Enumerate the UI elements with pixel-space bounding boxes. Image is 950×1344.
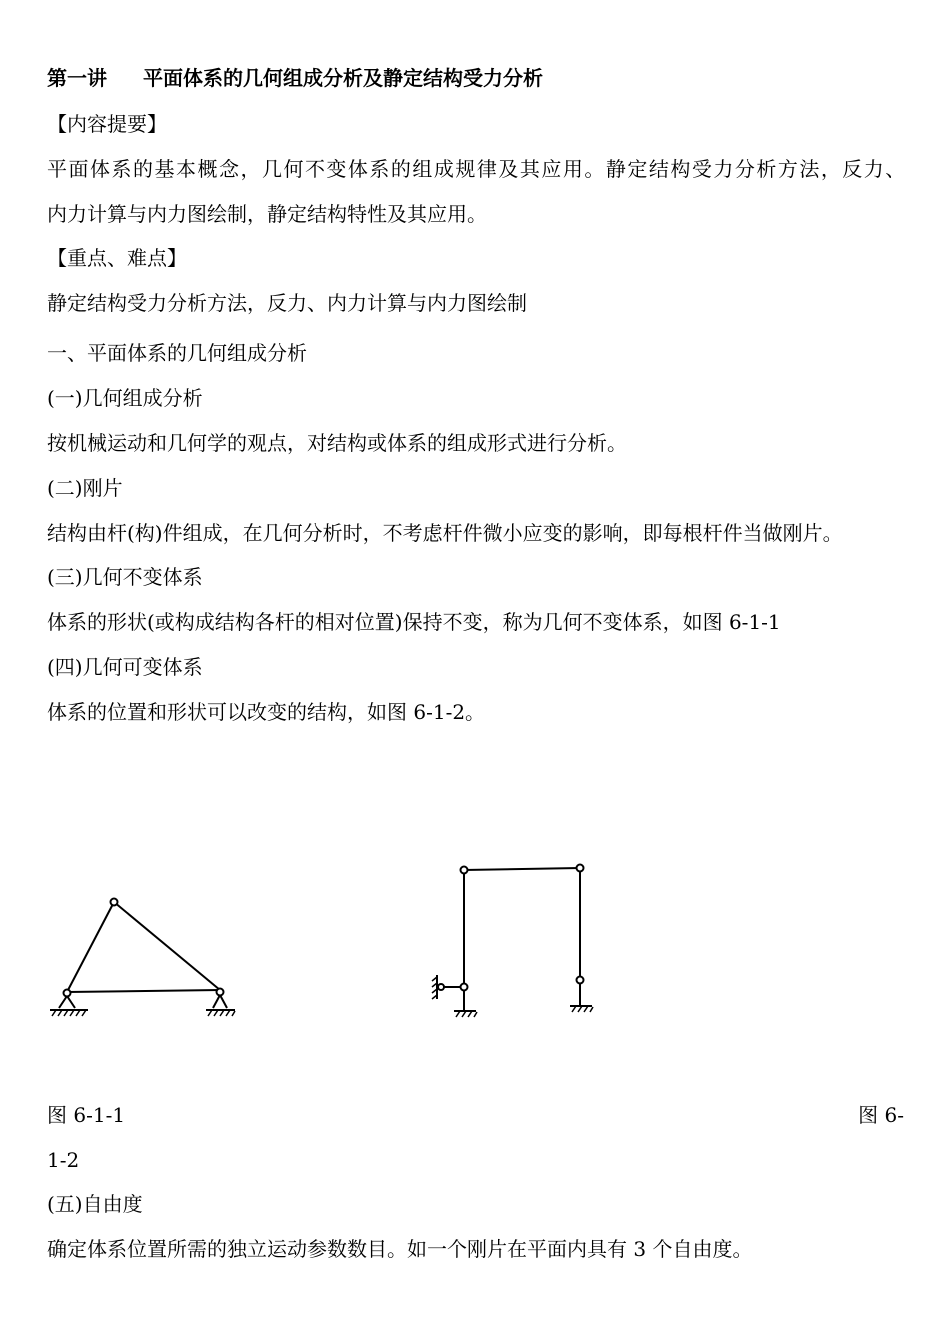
summary-line-1: 平面体系的基本概念，几何不变体系的组成规律及其应用。静定结构受力分析方法，反力、 [47,157,905,181]
right-pin-support [206,989,235,1017]
left-pin-support [50,990,88,1017]
figure-6-1-1-triangle-truss [50,899,235,1017]
subsection-4-heading: (四)几何可变体系 [47,655,203,679]
figure-caption-6-1-2: 图 6- [858,1103,904,1127]
subsection-5-text: 确定体系位置所需的独立运动参数数目。如一个刚片在平面内具有 3 个自由度。 [47,1237,753,1261]
figure-caption-6-1-2-wrap: 1-2 [47,1148,80,1172]
frame-beam [464,868,580,870]
right-bottom-support [570,983,593,1012]
subsection-1-text: 按机械运动和几何学的观点，对结构或体系的组成形式进行分析。 [47,431,627,455]
subsection-3-text: 体系的形状(或构成结构各杆的相对位置)保持不变，称为几何不变体系，如图 6-1-1 [47,610,781,634]
frame-left-lower-hinge [461,984,468,991]
side-support [432,975,444,999]
subsection-4-text: 体系的位置和形状可以改变的结构，如图 6-1-2。 [47,700,486,724]
figure-6-1-2-hinged-frame [432,865,593,1018]
lecture-heading [47,66,543,90]
lecture-title: 平面体系的几何组成分析及静定结构受力分析 [143,66,543,90]
key-points-text: 静定结构受力分析方法，反力、内力计算与内力图绘制 [47,291,527,315]
truss-apex-hinge [111,899,118,906]
subsection-3-heading: (三)几何不变体系 [47,565,203,589]
subsection-5-heading: (五)自由度 [47,1192,143,1216]
subsection-1-heading: (一)几何组成分析 [47,386,203,410]
truss-left-member [67,902,114,992]
frame-top-left-hinge [461,867,468,874]
figure-caption-6-1-1: 图 6-1-1 [47,1103,126,1127]
subsection-2-text: 结构由杆(构)件组成，在几何分析时，不考虑杆件微小应变的影响，即每根杆件当做刚片。 [47,521,843,545]
summary-heading: 【内容提要】 [47,112,167,136]
truss-bottom-member [67,990,220,992]
section-1-heading: 一、平面体系的几何组成分析 [47,341,307,365]
left-bottom-support [454,990,477,1017]
summary-line-2: 内力计算与内力图绘制，静定结构特性及其应用。 [47,202,487,226]
frame-right-lower-hinge [577,977,584,984]
frame-top-right-hinge [577,865,584,872]
subsection-2-heading: (二)刚片 [47,476,123,500]
lecture-number: 第一讲 [47,66,107,90]
truss-right-member [114,902,220,990]
key-points-heading: 【重点、难点】 [47,246,187,270]
